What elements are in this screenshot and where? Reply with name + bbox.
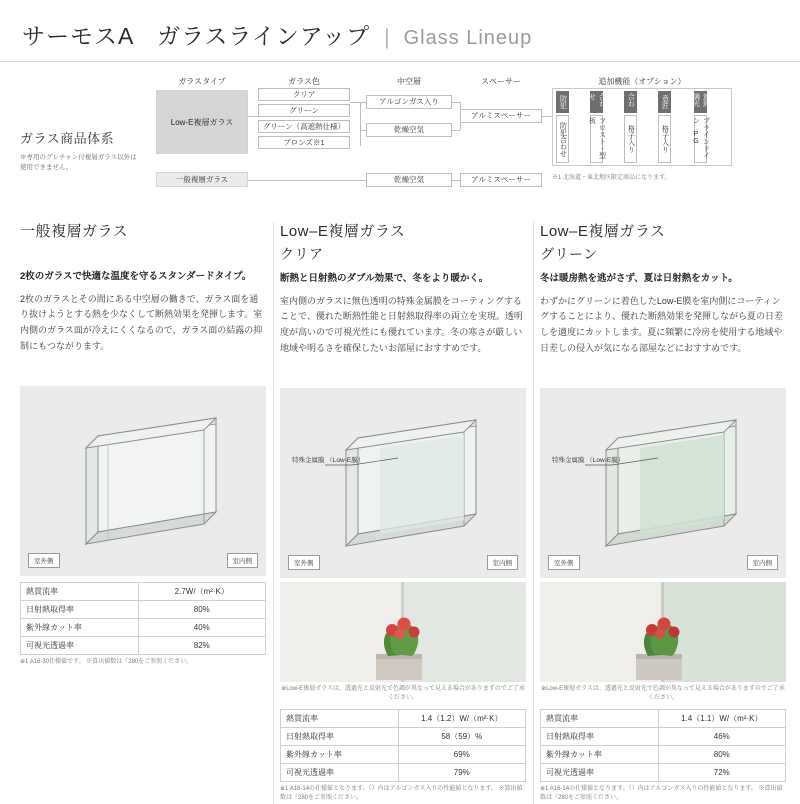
column-subtitle: クリア bbox=[280, 246, 324, 263]
column-subtitle: グリーン bbox=[540, 246, 598, 263]
spec-value: 79% bbox=[398, 763, 525, 781]
comparison-photo bbox=[540, 582, 786, 682]
table-row bbox=[281, 745, 526, 763]
spec-value: 1.4（1.1）W/（m²·K） bbox=[658, 709, 785, 727]
connector-line bbox=[452, 130, 460, 131]
connector-line bbox=[452, 180, 460, 181]
table-row bbox=[541, 709, 786, 727]
diagram-glass-type-lowe: Low-E複層ガラス bbox=[156, 90, 248, 154]
column-lead: 断熱と日射熱のダブル効果で、冬をより暖かく。 bbox=[280, 273, 489, 285]
glass-pane-diagram bbox=[280, 388, 526, 578]
diagram-option-label-2: 格子入り bbox=[624, 115, 637, 163]
glass-column-lowe-green bbox=[540, 222, 786, 804]
table-row bbox=[281, 709, 526, 727]
callout-metal-film: 特殊金属膜 （Low-E膜） bbox=[292, 456, 365, 464]
column-title: Low–E複層ガラス bbox=[540, 223, 666, 240]
diagram-color-green: グリーン bbox=[258, 104, 350, 117]
comparison-photo bbox=[280, 582, 526, 682]
diagram-col-head-spacer: スペーサー bbox=[481, 77, 521, 86]
diagram-spacer-aluminum-standard: アルミスペーサー bbox=[460, 173, 542, 187]
diagram-option-head-2: 防犯 合わせ bbox=[624, 91, 637, 113]
diagram-option-head-3: 意匠 bbox=[658, 91, 671, 113]
spec-value: 80% bbox=[138, 600, 265, 618]
tag-exterior: 室外側 bbox=[288, 555, 320, 570]
spec-note: ※1 A16-14の仕様値となります。（）内はアルゴンガス入りの性能値となります。 ※算出値数は『280をご参照ください。 bbox=[280, 785, 523, 802]
photo-note: ※Low-E複層ガラスは、透過光と反射光で色調が異なって見える場合がありますのでご了承ください。 bbox=[541, 685, 785, 701]
table-row bbox=[281, 727, 526, 745]
page-title: サーモスA ガラスラインアップ bbox=[22, 23, 371, 49]
diagram-option-head-4: 遮熱 調光 bbox=[694, 91, 707, 113]
column-lead: 2枚のガラスで快適な温度を守るスタンダードタイプ。 bbox=[20, 271, 252, 283]
spec-value: 82% bbox=[138, 636, 265, 654]
table-row bbox=[21, 600, 266, 618]
tag-exterior: 室外側 bbox=[28, 553, 60, 568]
column-title: Low–E複層ガラス bbox=[280, 223, 406, 240]
table-row bbox=[281, 763, 526, 781]
title-separator: | bbox=[384, 26, 390, 49]
diagram-col-head-options: 追加機能（オプション） bbox=[598, 77, 686, 86]
diagram-color-green-high: グリーン（高遮熱仕様） bbox=[258, 120, 350, 133]
spec-key: 可視光透過率 bbox=[21, 636, 139, 654]
column-body: 2枚のガラスとその間にある中空層の働きで、ガラス面を通り抜けようとする熱を少なくして断熱効果を発揮します。室内側のガラス面が冷えにくくなるので、ガラス面の結露の抑制にもつながります。 bbox=[20, 293, 263, 351]
connector-line bbox=[542, 116, 552, 117]
table-row bbox=[541, 745, 786, 763]
glass-illustration bbox=[280, 388, 526, 578]
diagram-option-label-1: フロスト・型板 bbox=[590, 115, 603, 163]
diagram-glass-type-standard: 一般複層ガラス bbox=[156, 172, 248, 187]
product-structure-diagram bbox=[0, 62, 800, 214]
spec-key: 熱貫流率 bbox=[21, 582, 139, 600]
table-row bbox=[21, 636, 266, 654]
spec-key: 可視光透過率 bbox=[541, 763, 659, 781]
spec-value: 2.7W/（m²·K） bbox=[138, 582, 265, 600]
diagram-option-head-1: 合わせ bbox=[590, 91, 603, 113]
diagram-option-head-0: 防犯 bbox=[556, 91, 569, 113]
tag-interior: 室内側 bbox=[487, 555, 519, 570]
spec-note: ※1 A16-14の仕様値となります。（）内はアルゴンガス入りの性能値となります。 ※算出値数は『280をご参照ください。 bbox=[540, 785, 783, 802]
glass-pane-diagram bbox=[20, 386, 266, 576]
diagram-footnote: ※1 北海道・東北地区限定商品になります。 bbox=[552, 175, 671, 181]
diagram-col-head-glass-color: ガラス色 bbox=[288, 77, 320, 86]
glass-illustration bbox=[20, 386, 266, 576]
tag-exterior: 室外側 bbox=[548, 555, 580, 570]
table-row bbox=[541, 763, 786, 781]
connector-line bbox=[360, 102, 361, 146]
spec-key: 紫外線カット率 bbox=[21, 618, 139, 636]
table-row bbox=[21, 618, 266, 636]
tag-interior: 室内側 bbox=[747, 555, 779, 570]
plant-photo-illustration bbox=[540, 582, 786, 682]
diagram-color-bronze: ブロンズ※1 bbox=[258, 136, 350, 149]
diagram-canvas bbox=[138, 76, 780, 206]
diagram-legend bbox=[20, 76, 138, 206]
spec-value: 72% bbox=[658, 763, 785, 781]
glass-column-standard bbox=[20, 222, 266, 804]
column-body: わずかにグリーンに着色したLow-E膜を室内側にコーティングすることにより、優れた断熱効果を発揮しながら夏の日差しを適度にカットします。夏に頻繁に冷房を使用する地域や日差しの侵入が気になる部屋などにおすすめです。 bbox=[540, 295, 784, 353]
spec-key: 日射熱取得率 bbox=[541, 727, 659, 745]
column-divider bbox=[273, 222, 274, 804]
spec-key: 紫外線カット率 bbox=[281, 745, 399, 763]
spec-value: 58（59）% bbox=[398, 727, 525, 745]
page-header bbox=[0, 0, 800, 62]
connector-line bbox=[452, 102, 460, 103]
diagram-col-head-air-layer: 中空層 bbox=[397, 77, 421, 86]
diagram-spacer-aluminum: アルミスペーサー bbox=[460, 109, 542, 123]
tag-interior: 室内側 bbox=[227, 553, 259, 568]
diagram-color-clear: クリア bbox=[258, 88, 350, 101]
spec-value: 40% bbox=[138, 618, 265, 636]
glass-comparison-columns bbox=[0, 214, 800, 804]
diagram-col-head-glass-type: ガラスタイプ bbox=[178, 77, 226, 86]
spec-key: 紫外線カット率 bbox=[541, 745, 659, 763]
column-body: 室内側のガラスに無色透明の特殊金属膜をコーティングすることで、優れた断熱性能と日射熱取得率の両立を実現。透明度が高いので可視光性にも優れています。冬の寒さが厳しい地域や明るさを確保したいお部屋におすすめです。 bbox=[280, 295, 523, 353]
column-lead: 冬は暖房熱を逃がさず、夏は日射熱をカット。 bbox=[540, 273, 738, 285]
spec-table bbox=[20, 582, 266, 655]
spec-key: 熱貫流率 bbox=[541, 709, 659, 727]
column-subtitle bbox=[20, 244, 266, 262]
callout-metal-film: 特殊金属膜 （Low-E膜） bbox=[552, 456, 625, 464]
spec-value: 1.4（1.2）W/（m²·K） bbox=[398, 709, 525, 727]
glass-column-lowe-clear bbox=[280, 222, 526, 804]
diagram-option-label-3: 格子入り bbox=[658, 115, 671, 163]
column-title: 一般複層ガラス bbox=[20, 223, 129, 240]
spec-key: 日射熱取得率 bbox=[281, 727, 399, 745]
table-row bbox=[541, 727, 786, 745]
glass-pane-diagram bbox=[540, 388, 786, 578]
plant-photo-illustration bbox=[280, 582, 526, 682]
column-divider bbox=[533, 222, 534, 804]
diagram-title: ガラス商品体系 bbox=[20, 131, 115, 146]
spec-value: 80% bbox=[658, 745, 785, 763]
diagram-option-label-4: ブラインドイン PG bbox=[694, 115, 707, 163]
diagram-option-label-0: 防犯合わせ bbox=[556, 115, 569, 163]
photo-note: ※Low-E複層ガラスは、透過光と反射光で色調が異なって見える場合がありますのでご了承ください。 bbox=[281, 685, 525, 701]
glass-illustration bbox=[540, 388, 786, 578]
diagram-note: ※専用のグレチャン付複層ガラス以外は使用できません。 bbox=[20, 154, 137, 171]
diagram-air-argon: アルゴンガス入り bbox=[366, 95, 452, 109]
connector-line bbox=[350, 102, 360, 103]
spec-value: 46% bbox=[658, 727, 785, 745]
diagram-air-dry-standard: 乾燥空気 bbox=[366, 173, 452, 187]
spec-key: 可視光透過率 bbox=[281, 763, 399, 781]
diagram-air-dry: 乾燥空気 bbox=[366, 123, 452, 137]
page-title-english: Glass Lineup bbox=[403, 27, 533, 49]
spec-value: 69% bbox=[398, 745, 525, 763]
spec-key: 熱貫流率 bbox=[281, 709, 399, 727]
spec-table bbox=[540, 709, 786, 782]
spec-key: 日射熱取得率 bbox=[21, 600, 139, 618]
spec-table bbox=[280, 709, 526, 782]
table-row bbox=[21, 582, 266, 600]
spec-note: ※1 A16-30仕様値です。 ※算出値数は『280をご参照ください。 bbox=[20, 658, 193, 665]
